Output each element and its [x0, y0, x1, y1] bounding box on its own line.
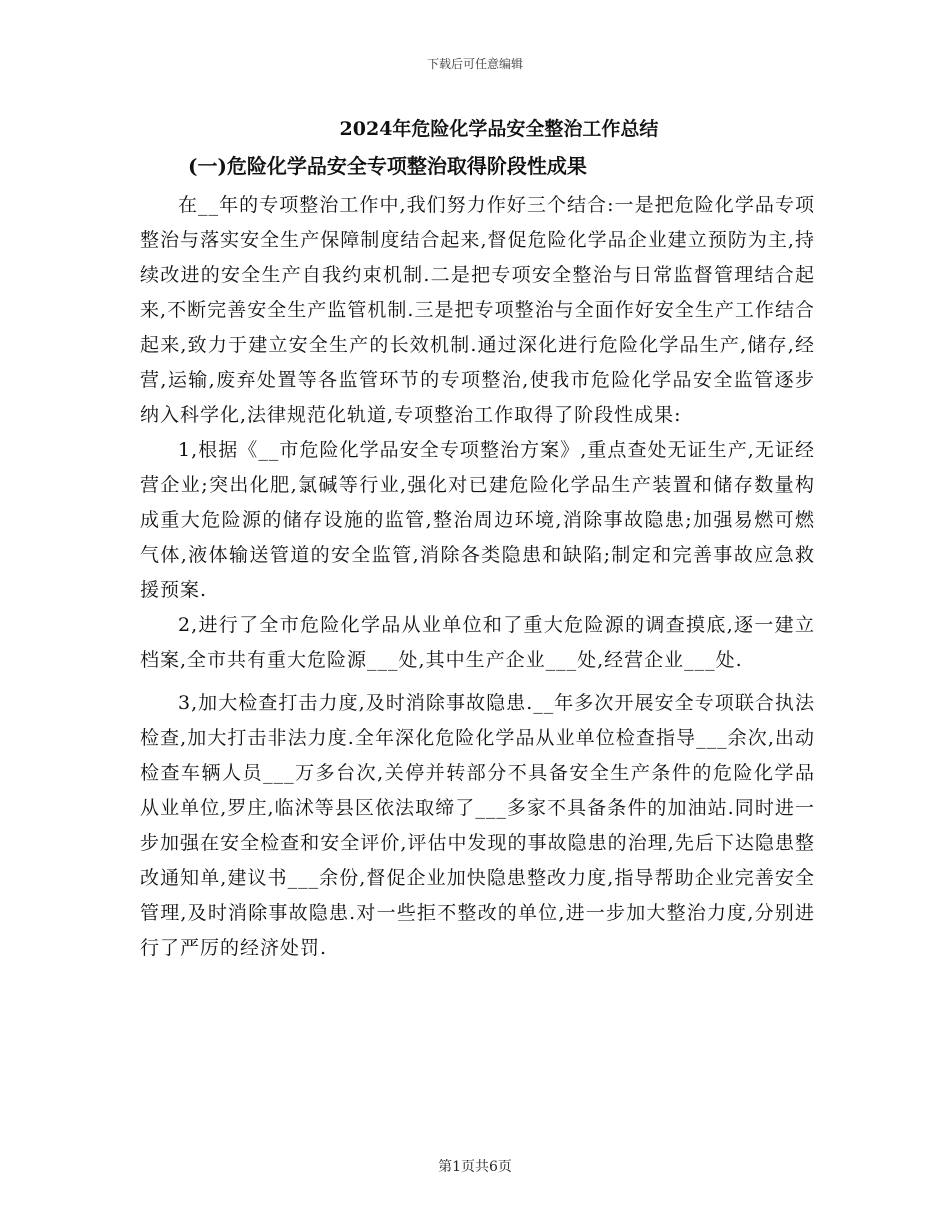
page-number-footer: 第1页共6页 [438, 1159, 512, 1175]
paragraph-item-2: 2,进行了全市危险化学品从业单位和了重大危险源的调查摸底,逐一建立档案,全市共有重大危险源___处,其中生产企业___处,经营企业___处. [140, 614, 815, 671]
paragraph-intro: 在__年的专项整治工作中,我们努力作好三个结合:一是把危险化学品专项整治与落实安全生产保障制度结合起来,督促危险化学品企业建立预防为主,持续改进的安全生产自我约束机制.二是把专项安全整治与日常监督管理结合起来,不断完善安全生产监管机制.三是把专项整治与全面作好安全生产工作结合起来,致力于建立安全生产的长效机制.通过深化进行危险化学品生产,储存,经营,运输,废弃处置等各监管环节的专项整治,使我市危险化学品安全监管逐步纳入科学化,法律规范化轨道,专项整治工作取得了阶段性成果: [140, 194, 815, 426]
paragraph-item-3: 3,加大检查打击力度,及时消除事故隐患.__年多次开展安全专项联合执法检查,加大打击非法力度.全年深化危险化学品从业单位检查指导___余次,出动检查车辆人员___万多台次,关停并转部分不具备安全生产条件的危险化学品从业单位,罗庄,临沭等县区依法取缔了___多家不具备条件的加油站.同时进一步加强在安全检查和安全评价,评估中发现的事故隐患的治理,先后下达隐患整改通知单,建议书___余份,督促企业加快隐患整改力度,指导帮助企业完善安全管理,及时消除事故隐患.对一些拒不整改的单位,进一步加大整治力度,分别进行了严厉的经济处罚. [140, 692, 815, 959]
paragraph-item-1: 1,根据《__市危险化学品安全专项整治方案》,重点查处无证生产,无证经营企业;突出化肥,氯碱等行业,强化对已建危险化学品生产装置和储存数量构成重大危险源的储存设施的监管,整治周边环境,消除事故隐患;加强易燃可燃气体,液体输送管道的安全监管,消除各类隐患和缺陷;制定和完善事故应急救援预案. [140, 439, 815, 601]
page-header: 下载后可任意编辑 [426, 57, 523, 71]
document-body [140, 188, 815, 966]
paragraph-gap [140, 678, 815, 686]
section-heading: (一)危险化学品安全专项整治取得阶段性成果 [188, 154, 587, 178]
document-title: 2024年危险化学品安全整治工作总结 [339, 118, 659, 140]
